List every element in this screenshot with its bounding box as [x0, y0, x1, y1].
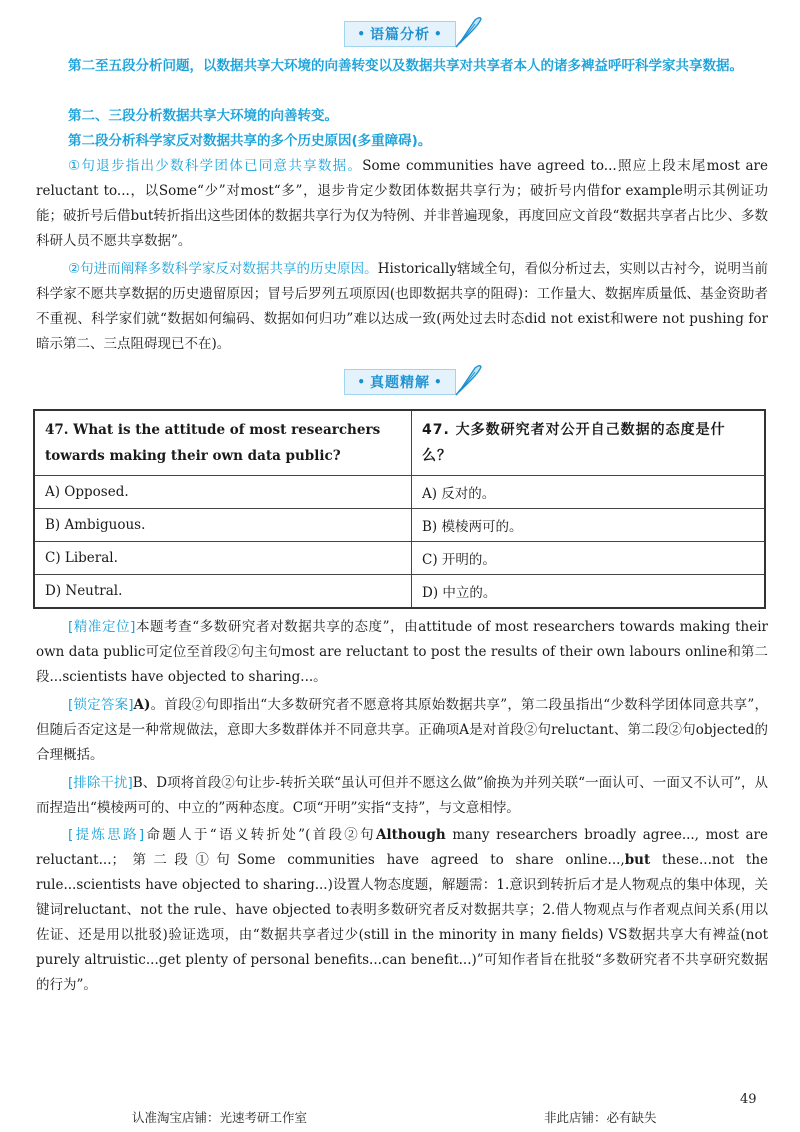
- refine-text-2: many researchers broadly agree..., most are reluctant...；第二段①句Some communities have agreed to share online...,: [36, 827, 768, 868]
- option-english: D) Neutral.: [34, 575, 412, 609]
- bullet-dot-icon: •: [434, 27, 443, 41]
- option-chinese: D) 中立的。: [412, 575, 766, 609]
- answer-paragraph: [36, 693, 768, 768]
- exclude-paragraph: [36, 771, 768, 821]
- exclude-tag: [排除干扰]: [68, 775, 133, 791]
- sentence-1-body: Some communities have agreed to...照应上段末尾most are reluctant to...，以Some“少”对most“多”，退步肯定少数团体数据共享行为；破折号内借for example明示其例证功能；破折号后借but转折指出这些团体的数据共享行为仅为特例、并非普遍现象，再度回应文首段“数据共享者占比少、多数科研人员不愿共享数据”。: [36, 158, 768, 249]
- page-footer: [0, 1092, 800, 1125]
- section-banner-questions: [0, 367, 800, 397]
- bullet-dot-icon: •: [434, 375, 443, 389]
- sentence-1-lead: ①句退步指出少数科学团体已同意共享数据。: [68, 158, 363, 174]
- section-title-box: [344, 369, 455, 395]
- question-row: [34, 410, 765, 476]
- option-chinese: A) 反对的。: [412, 476, 766, 509]
- answer-key: A): [133, 697, 151, 713]
- option-row: [34, 509, 765, 542]
- refine-text-3: these...not the rule...scientists have objected to sharing...)设置人物态度题，解题需：1.意识到转折后才是人物观点的集中体现，关键词reluctant、not the rule、have objected to表明多数研究者反对数据共享；2.借人物观点与作者观点间关系(用以佐证、还是用以批驳)验证选项，由“数据共享者过少(still in the minority in many fields) VS数据共享大有裨益(not purely altruistic...get plenty of personal benefits...can benefit...)”可知作者旨在批驳“多数研究者不共享研究数据的行为”。: [36, 852, 769, 993]
- bullet-dot-icon: •: [357, 375, 366, 389]
- locate-tag: [精准定位]: [68, 619, 136, 635]
- sentence-2-lead: ②句进而阐释多数科学家反对数据共享的历史原因。: [68, 261, 378, 277]
- refine-tag: [提炼思路]: [68, 827, 145, 843]
- answer-body: 。首段②句即指出“大多数研究者不愿意将其原始数据共享”，第二段虽指出“少数科学团体同意共享”，但随后否定这是一种常规做法，意即大多数群体并不同意共享。正确项A是对首段②句reluctant、第二段②句objected的合理概括。: [36, 697, 768, 763]
- analysis-paragraph-3: 第二段分析科学家反对数据共享的多个历史原因(多重障碍)。: [68, 133, 432, 149]
- section-banner-analysis: [0, 19, 800, 49]
- sentence-2-body: Historically辖域全句，看似分析过去，实则以古衬今，说明当前科学家不愿共享数据的历史遗留原因；冒号后罗列五项原因(也即数据共享的阻碍)：工作量大、数据库质量低、基金资助者不重视、科学家们就“数据如何编码、数据如何归功”难以达成一致(两处过去时态did not exist和were not pushing for暗示第二、三点阻碍现已不在)。: [36, 261, 769, 352]
- locate-body: 本题考查“多数研究者对数据共享的态度”，由attitude of most researchers towards making their own data public可定位至首段②句主句most are reluctant to post the results of their own labours online和第二段...scientists have objected to sharing...。: [36, 619, 768, 685]
- option-row: [34, 542, 765, 575]
- quill-pen-icon: [453, 362, 483, 396]
- section-title: 语篇分析: [370, 27, 430, 43]
- option-english: A) Opposed.: [34, 476, 412, 509]
- quill-pen-icon: [453, 14, 483, 48]
- bullet-dot-icon: •: [357, 27, 366, 41]
- refine-keyword-but: but: [624, 852, 651, 868]
- exclude-body: B、D项将首段②句让步-转折关联“虽认可但并不愿这么做”偷换为并列关联“一面认可、一面又不认可”，从而捏造出“模棱两可的、中立的”两种态度。C项“开明”实指“支持”，与文意相悖。: [36, 775, 768, 816]
- refine-text-1: 命题人于“语义转折处”(首段②句: [144, 827, 376, 843]
- analysis-paragraph-2: 第二、三段分析数据共享大环境的向善转变。: [68, 108, 338, 124]
- answer-tag: [锁定答案]: [68, 697, 134, 713]
- question-table: [33, 409, 766, 609]
- option-row: [34, 575, 765, 609]
- locate-paragraph: [36, 615, 768, 690]
- question-english: 47. What is the attitude of most researchers towards making their own data public?: [34, 410, 412, 476]
- option-english: C) Liberal.: [34, 542, 412, 575]
- page-number: 49: [740, 1092, 757, 1107]
- section-title-box: [344, 21, 455, 47]
- option-chinese: B) 模棱两可的。: [412, 509, 766, 542]
- refine-keyword-although: Although: [375, 827, 446, 843]
- option-chinese: C) 开明的。: [412, 542, 766, 575]
- footer-left-note: 认准淘宝店铺：光速考研工作室: [132, 1110, 308, 1125]
- refine-paragraph: [36, 823, 768, 998]
- footer-right-note: 非此店铺：必有缺失: [544, 1110, 657, 1125]
- analysis-paragraph-5: [36, 257, 768, 357]
- analysis-paragraph-1: 第二至五段分析问题，以数据共享大环境的向善转变以及数据共享对共享者本人的诸多裨益呼吁科学家共享数据。: [68, 58, 743, 74]
- section-title: 真题精解: [370, 375, 430, 391]
- analysis-paragraph-4: [36, 154, 768, 254]
- option-row: [34, 476, 765, 509]
- option-english: B) Ambiguous.: [34, 509, 412, 542]
- question-chinese: 47. 大多数研究者对公开自己数据的态度是什么？: [412, 410, 766, 476]
